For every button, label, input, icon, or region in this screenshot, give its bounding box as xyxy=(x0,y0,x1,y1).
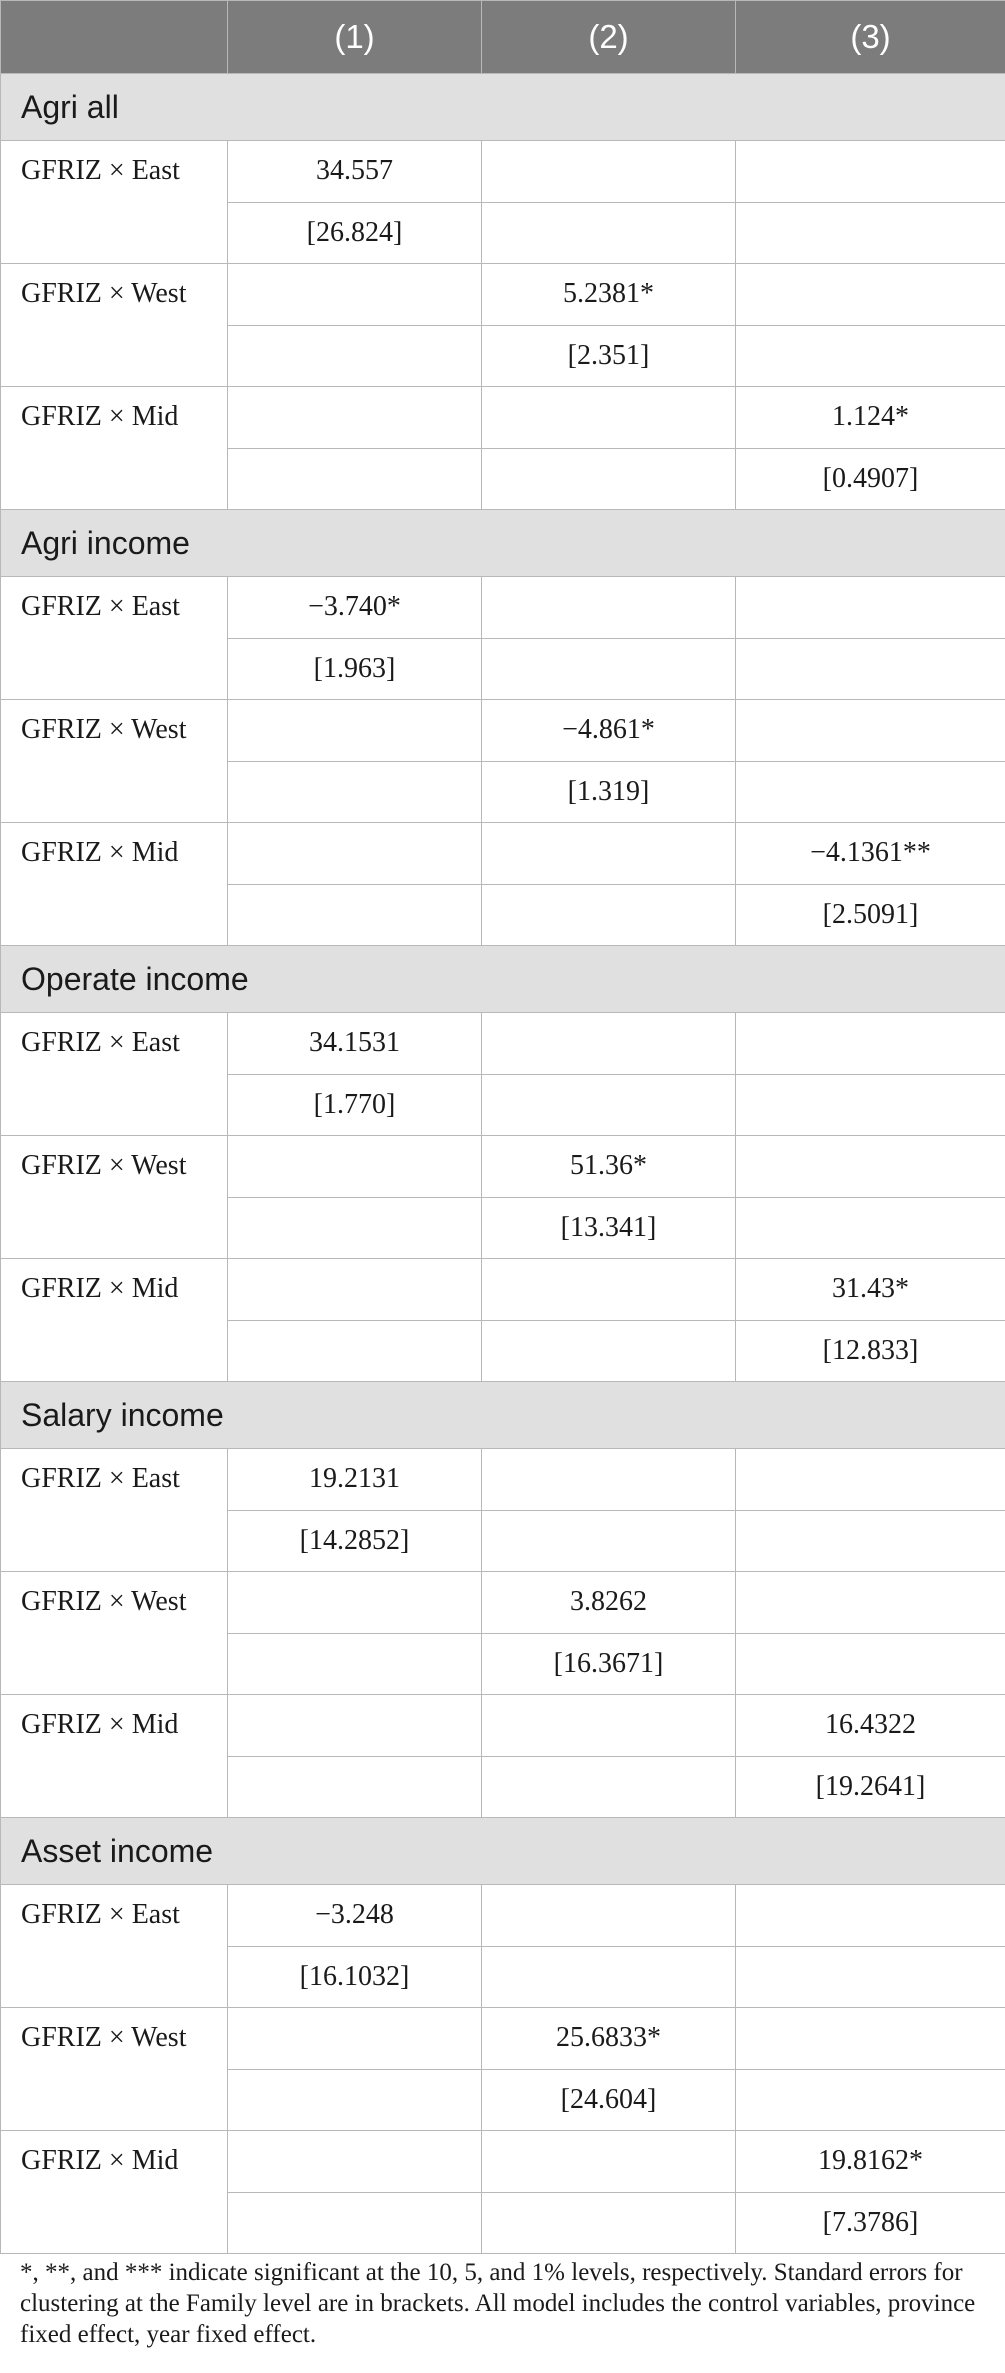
row-label: GFRIZ × East xyxy=(1,1013,228,1136)
coefficient-cell: 5.2381* xyxy=(482,264,736,326)
empty-cell xyxy=(736,325,1005,387)
empty-cell xyxy=(482,1074,736,1136)
std-error-cell: [16.1032] xyxy=(228,1946,482,2008)
coefficient-cell: 1.124* xyxy=(736,387,1005,449)
coefficient-cell: 31.43* xyxy=(736,1259,1005,1321)
empty-cell xyxy=(228,1320,482,1382)
empty-cell xyxy=(482,1013,736,1075)
empty-cell xyxy=(736,1197,1005,1259)
coefficient-cell: −3.740* xyxy=(228,577,482,639)
section-title: Operate income xyxy=(1,946,1005,1013)
section-title: Asset income xyxy=(1,1818,1005,1885)
coef-row xyxy=(1,2131,1005,2193)
section-header-row xyxy=(1,510,1005,577)
coef-row xyxy=(1,1572,1005,1634)
std-error-cell: [2.351] xyxy=(482,325,736,387)
empty-cell xyxy=(228,264,482,326)
coefficient-cell: 19.2131 xyxy=(228,1449,482,1511)
coef-row xyxy=(1,700,1005,762)
header-cell-col3: (3) xyxy=(736,1,1005,74)
coef-row xyxy=(1,2008,1005,2070)
table-notes: *, **, and *** indicate significant at the 10, 5, and 1% levels, respectively. Standard errors for clustering at the Family level are in brackets. All model includes the control variables, province fixed effect, year fixed effect. xyxy=(20,2259,976,2348)
empty-cell xyxy=(736,638,1005,700)
coefficient-cell: 34.1531 xyxy=(228,1013,482,1075)
empty-cell xyxy=(482,1695,736,1757)
empty-cell xyxy=(736,1074,1005,1136)
coef-row xyxy=(1,141,1005,203)
coefficient-cell: 25.6833* xyxy=(482,2008,736,2070)
coef-row xyxy=(1,1885,1005,1947)
empty-cell xyxy=(228,448,482,510)
empty-cell xyxy=(228,823,482,885)
table-header xyxy=(1,1,1005,74)
row-label: GFRIZ × East xyxy=(1,1449,228,1572)
std-error-cell: [13.341] xyxy=(482,1197,736,1259)
coefficient-cell: 34.557 xyxy=(228,141,482,203)
coefficient-cell: 16.4322 xyxy=(736,1695,1005,1757)
row-label: GFRIZ × West xyxy=(1,700,228,823)
std-error-cell: [1.963] xyxy=(228,638,482,700)
coefficient-cell: −4.861* xyxy=(482,700,736,762)
row-label: GFRIZ × East xyxy=(1,1885,228,2008)
std-error-cell: [24.604] xyxy=(482,2069,736,2131)
empty-cell xyxy=(482,823,736,885)
empty-cell xyxy=(482,2131,736,2193)
empty-cell xyxy=(482,1320,736,1382)
empty-cell xyxy=(228,2192,482,2254)
std-error-cell: [14.2852] xyxy=(228,1510,482,1572)
empty-cell xyxy=(736,761,1005,823)
row-label: GFRIZ × East xyxy=(1,577,228,700)
row-label: GFRIZ × Mid xyxy=(1,1259,228,1382)
coef-row xyxy=(1,1013,1005,1075)
empty-cell xyxy=(482,884,736,946)
coef-row xyxy=(1,1449,1005,1511)
empty-cell xyxy=(228,884,482,946)
header-cell-col2: (2) xyxy=(482,1,736,74)
empty-cell xyxy=(228,1633,482,1695)
coef-row xyxy=(1,1259,1005,1321)
empty-cell xyxy=(736,264,1005,326)
empty-cell xyxy=(482,448,736,510)
header-row xyxy=(1,1,1005,74)
table-body xyxy=(1,74,1005,2254)
empty-cell xyxy=(736,1885,1005,1947)
empty-cell xyxy=(228,1756,482,1818)
row-label: GFRIZ × Mid xyxy=(1,823,228,946)
coefficient-cell: −3.248 xyxy=(228,1885,482,1947)
empty-cell xyxy=(228,2131,482,2193)
coefficient-cell: −4.1361** xyxy=(736,823,1005,885)
empty-cell xyxy=(736,700,1005,762)
empty-cell xyxy=(228,761,482,823)
empty-cell xyxy=(228,387,482,449)
empty-cell xyxy=(736,1449,1005,1511)
empty-cell xyxy=(736,202,1005,264)
std-error-cell: [19.2641] xyxy=(736,1756,1005,1818)
empty-cell xyxy=(228,1259,482,1321)
row-label: GFRIZ × Mid xyxy=(1,387,228,510)
empty-cell xyxy=(736,2069,1005,2131)
section-title: Salary income xyxy=(1,1382,1005,1449)
section-header-row xyxy=(1,74,1005,141)
section-header-row xyxy=(1,946,1005,1013)
coef-row xyxy=(1,823,1005,885)
row-label: GFRIZ × West xyxy=(1,264,228,387)
row-label: GFRIZ × Mid xyxy=(1,1695,228,1818)
empty-cell xyxy=(736,2008,1005,2070)
section-title: Agri all xyxy=(1,74,1005,141)
empty-cell xyxy=(482,1946,736,2008)
empty-cell xyxy=(482,1449,736,1511)
std-error-cell: [12.833] xyxy=(736,1320,1005,1382)
std-error-cell: [2.5091] xyxy=(736,884,1005,946)
empty-cell xyxy=(736,1013,1005,1075)
empty-cell xyxy=(228,325,482,387)
row-label: GFRIZ × East xyxy=(1,141,228,264)
std-error-cell: [26.824] xyxy=(228,202,482,264)
std-error-cell: [0.4907] xyxy=(736,448,1005,510)
row-label: GFRIZ × Mid xyxy=(1,2131,228,2254)
std-error-cell: [16.3671] xyxy=(482,1633,736,1695)
empty-cell xyxy=(228,1197,482,1259)
std-error-cell: [1.770] xyxy=(228,1074,482,1136)
empty-cell xyxy=(228,1695,482,1757)
row-label: GFRIZ × West xyxy=(1,1136,228,1259)
coef-row xyxy=(1,577,1005,639)
std-error-cell: [1.319] xyxy=(482,761,736,823)
empty-cell xyxy=(228,1136,482,1198)
coefficient-cell: 19.8162* xyxy=(736,2131,1005,2193)
empty-cell xyxy=(228,2069,482,2131)
empty-cell xyxy=(482,141,736,203)
empty-cell xyxy=(482,2192,736,2254)
empty-cell xyxy=(482,1756,736,1818)
empty-cell xyxy=(736,1572,1005,1634)
section-title: Agri income xyxy=(1,510,1005,577)
empty-cell xyxy=(482,1885,736,1947)
empty-cell xyxy=(736,141,1005,203)
empty-cell xyxy=(482,1259,736,1321)
empty-cell xyxy=(482,577,736,639)
std-error-cell: [7.3786] xyxy=(736,2192,1005,2254)
empty-cell xyxy=(736,1946,1005,2008)
row-label: GFRIZ × West xyxy=(1,2008,228,2131)
row-label: GFRIZ × West xyxy=(1,1572,228,1695)
empty-cell xyxy=(736,1136,1005,1198)
empty-cell xyxy=(228,2008,482,2070)
coefficient-cell: 51.36* xyxy=(482,1136,736,1198)
empty-cell xyxy=(736,577,1005,639)
empty-cell xyxy=(482,1510,736,1572)
coef-row xyxy=(1,1136,1005,1198)
empty-cell xyxy=(228,1572,482,1634)
coefficient-cell: 3.8262 xyxy=(482,1572,736,1634)
empty-cell xyxy=(736,1510,1005,1572)
empty-cell xyxy=(228,700,482,762)
empty-cell xyxy=(482,387,736,449)
coef-row xyxy=(1,1695,1005,1757)
coef-row xyxy=(1,264,1005,326)
header-cell-blank xyxy=(1,1,228,74)
empty-cell xyxy=(482,638,736,700)
empty-cell xyxy=(482,202,736,264)
empty-cell xyxy=(736,1633,1005,1695)
coef-row xyxy=(1,387,1005,449)
header-cell-col1: (1) xyxy=(228,1,482,74)
section-header-row xyxy=(1,1818,1005,1885)
section-header-row xyxy=(1,1382,1005,1449)
